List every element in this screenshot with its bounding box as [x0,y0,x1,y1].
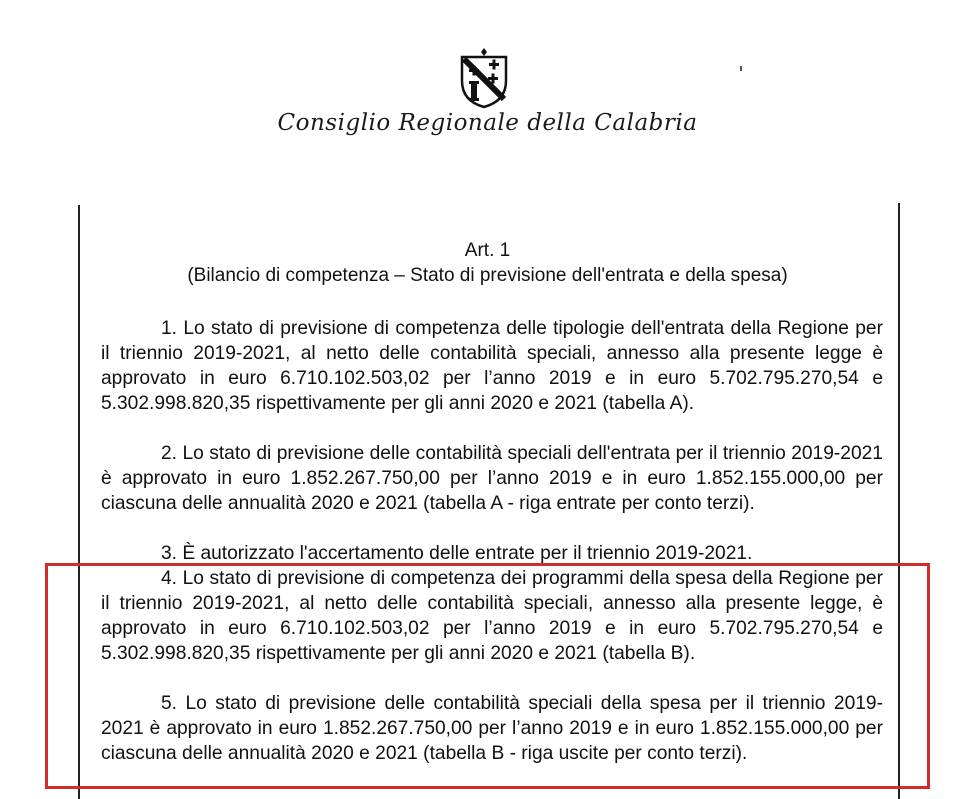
paragraph-2-first-line: 2. Lo stato di previsione delle contabilità speciali dell'entrata per il triennio [161,443,786,464]
paragraph-1 [101,316,883,416]
paragraph-1-text: Regione per il triennio 2019-2021, al netto delle contabilità speciali, annesso alla presente legge è approvato in euro 6.710.102.503,02 per l’anno 2019 e in euro 5.702.795.270,54 e 5.302.998.820,35 rispettivamente per gli anni 2020 e 2021 (tabella A). [101,318,883,414]
paragraph-2-text: 2019-2021 è approvato in euro 1.852.267.750,00 per l’anno 2019 e in euro 1.852.155.000,00 per ciascuna delle annualità 2020 e 2021 (tabella A - riga entrate per conto terzi). [101,443,883,514]
paragraph-5 [101,691,883,766]
calabria-emblem-icon [456,47,512,109]
article-title: Art. 1 [464,240,511,261]
paragraph-3 [101,541,883,566]
scan-speck [740,66,742,71]
left-frame-line [78,205,80,799]
paragraph-1-first-line: 1. Lo stato di previsione di competenza delle tipologie dell'entrata della [161,318,772,339]
paragraph-4-text: Regione per il triennio 2019-2021, al netto delle contabilità speciali, annesso alla presente legge, è approvato in euro 6.710.102.503,02 per l’anno 2019 e in euro 5.702.795.270,54 e 5.302.998.820,35 rispettivamente per gli anni 2020 e 2021 (tabella B). [101,568,883,664]
right-frame-line [898,203,900,799]
paragraph-2 [101,441,883,516]
article-subtitle: (Bilancio di competenza – Stato di previsione dell'entrata e della spesa) [187,265,788,286]
paragraph-5-text: 2019-2021 è approvato in euro 1.852.267.750,00 per l’anno 2019 e in euro 1.852.155.000,00 per ciascuna delle annualità 2020 e 2021 (tabella B - riga uscite per conto terzi). [101,693,883,764]
paragraph-5-first-line: 5. Lo stato di previsione delle contabilità speciali della spesa per il triennio [161,693,826,714]
paragraph-3-text: 3. È autorizzato l'accertamento delle entrate per il triennio 2019-2021. [161,543,753,564]
paragraph-4 [101,566,883,666]
paragraph-4-first-line: 4. Lo stato di previsione di competenza dei programmi della spesa della [161,568,773,589]
institution-name: Consiglio Regionale della Calabria [277,110,698,136]
